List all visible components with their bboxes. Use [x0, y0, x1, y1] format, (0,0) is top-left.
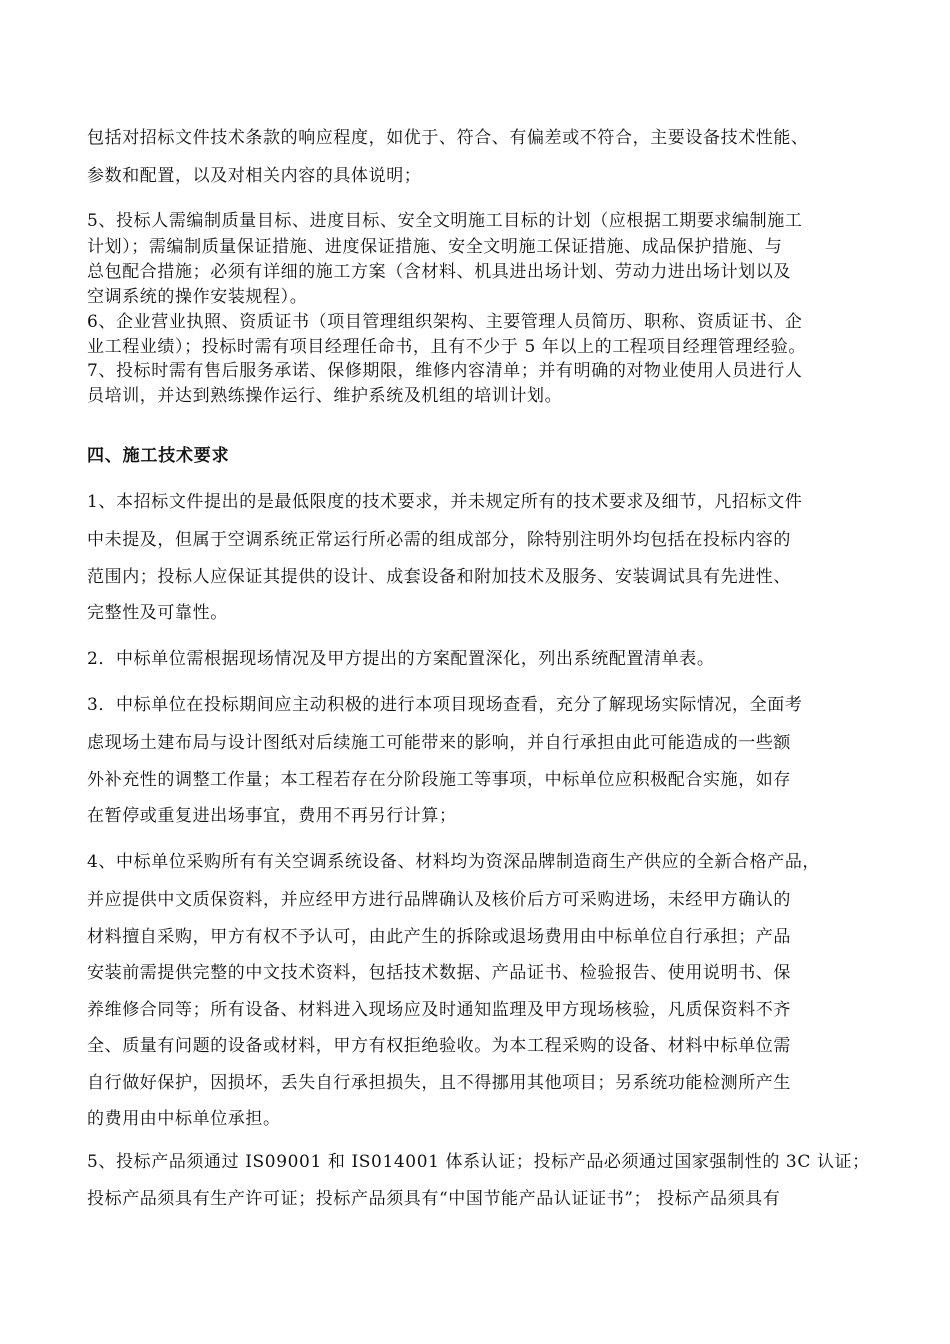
text-line: 6、企业营业执照、资质证书（项目管理组织架构、主要管理人员简历、职称、资质证书、企: [87, 312, 803, 332]
text-line: 3．中标单位在投标期间应主动积极的进行本项目现场查看，充分了解现场实际情况，全面考: [87, 695, 803, 715]
text-line: 业工程业绩）；投标时需有项目经理任命书，且有不少于 5 年以上的工程项目经理管理经验。: [87, 337, 806, 357]
text-line: 总包配合措施；必须有详细的施工方案（含材料、机具进出场计划、劳动力进出场计划以及: [87, 262, 791, 282]
text-line: 材料擅自采购，甲方有权不予认可，由此产生的拆除或退场费用由中标单位自行承担；产品: [87, 927, 791, 947]
text-line: 养维修合同等；所有设备、材料进入现场应及时通知监理及甲方现场核验，凡质保资料不齐: [87, 1000, 791, 1020]
text-line: 安装前需提供完整的中文技术资料，包括技术数据、产品证书、检验报告、使用说明书、保: [87, 963, 791, 983]
text-line: 完整性及可靠性。: [87, 603, 228, 623]
text-line: 全、质量有问题的设备或材料，甲方有权拒绝验收。为本工程采购的设备、材料中标单位需: [87, 1036, 791, 1056]
text-line: 5、投标人需编制质量目标、进度目标、安全文明施工目标的计划（应根据工期要求编制施工: [87, 211, 803, 231]
text-line: 计划）；需编制质量保证措施、进度保证措施、安全文明施工保证措施、成品保护措施、与: [87, 237, 783, 257]
text-line: 的费用由中标单位承担。: [87, 1109, 281, 1129]
text-line: 外补充性的调整工作量；本工程若存在分阶段施工等事项，中标单位应积极配合实施，如存: [87, 770, 791, 790]
text-line: 在暂停或重复进出场事宜，费用不再另行计算；: [87, 806, 457, 826]
text-line: 包括对招标文件技术条款的响应程度，如优于、符合、有偏差或不符合，主要设备技术性能、: [87, 128, 809, 148]
text-line: 中未提及，但属于空调系统正常运行所必需的组成部分，除特别注明外均包括在投标内容的: [87, 530, 791, 550]
text-line: 投标产品须具有生产许可证；投标产品须具有“中国节能产品认证证书”； 投标产品须具有: [87, 1189, 781, 1209]
text-line: 自行做好保护，因损坏，丢失自行承担损失，且不得挪用其他项目；另系统功能检测所产生: [87, 1073, 791, 1093]
text-line: 空调系统的操作安装规程）。: [87, 287, 308, 307]
text-line: 1、本招标文件提出的是最低限度的技术要求，并未规定所有的技术要求及细节，凡招标文件: [87, 492, 803, 512]
text-line: 4、中标单位采购所有有关空调系统设备、材料均为资深品牌制造商生产供应的全新合格产品，: [87, 852, 821, 872]
text-line: 7、投标时需有售后服务承诺、保修期限，维修内容清单；并有明确的对物业使用人员进行人: [87, 361, 803, 381]
text-line: 5、投标产品须通过 IS09001 和 IS014001 体系认证；投标产品必须通过国家强制性的 3C 认证；: [87, 1152, 870, 1172]
text-line: 虑现场土建布局与设计图纸对后续施工可能带来的影响，并自行承担由此可能造成的一些额: [87, 733, 791, 753]
text-line: 员培训，并达到熟练操作运行、维护系统及机组的培训计划。: [87, 386, 563, 406]
text-line: 参数和配置，以及对相关内容的具体说明；: [87, 166, 422, 186]
text-line: 并应提供中文质保资料，并应经甲方进行品牌确认及核价后方可采购进场，未经甲方确认的: [87, 890, 791, 910]
text-line: 2．中标单位需根据现场情况及甲方提出的方案配置深化，列出系统配置清单表。: [87, 649, 715, 669]
text-line: 范围内；投标人应保证其提供的设计、成套设备和附加技术及服务、安装调试具有先进性、: [87, 567, 791, 587]
section-heading: 四、施工技术要求: [87, 446, 230, 466]
